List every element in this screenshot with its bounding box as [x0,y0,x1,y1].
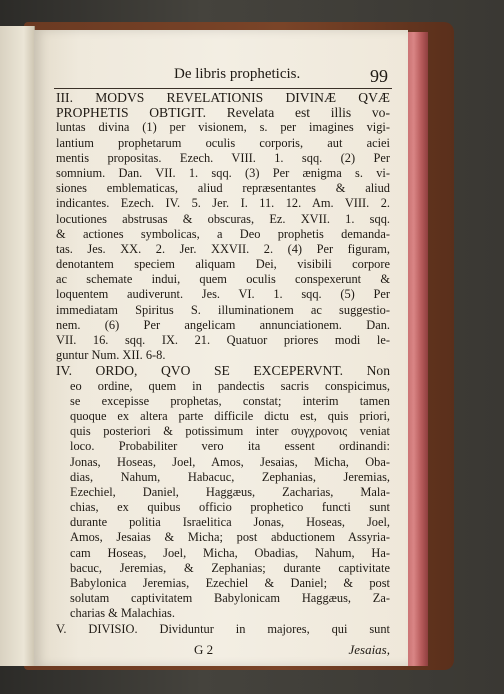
text-line: chias, ex quibus officio prophetico functi sunt [70,500,390,515]
text-line: somnium. Dan. VII. 1. sqq. (3) Per ænigma s. vi- [56,165,390,180]
facing-page-edge [0,26,35,666]
page-footer [34,642,408,660]
text-line: Jonas, Hoseas, Joel, Amos, Jesaias, Micha, Oba- [70,454,390,469]
text-line: VII. 16. sqq. IX. 21. Quatuor priores modi le- [56,333,390,347]
text-line: eo ordine, quem in pandectis sacris conspicimus, [70,378,390,393]
page-number: 99 [370,66,388,86]
text-line: Babylonica Jeremias, Ezechiel & Daniel; & post [70,576,390,590]
text-line: siones emblematicas, aliud repræsentantes & aliud [56,181,390,196]
text-line: durante politia Israelitica Jonas, Hoseas, Joel, [70,515,390,530]
text-line: guntur Num. XII. 6-8. [56,348,166,363]
text-line: PROPHETIS OBTIGIT. Revelata est illis vo- [56,105,390,121]
text-line: tas. Jes. XX. 2. Jer. XXVII. 2. (4) Per figuram, [56,241,390,256]
red-page-edges [406,32,428,666]
text-line: mentis propositas. Ezech. VIII. 1. sqq. (2) Per [56,150,390,165]
text-line: cam Hoseas, Joel, Micha, Obadias, Nahum, Ha- [70,545,390,560]
text-line: dias, Nahum, Habacuc, Zephanias, Jeremias, [70,469,390,484]
signature-mark: G 2 [194,642,214,657]
text-line: quis posteriori & potissimum inter συγχρονοις veniat [70,424,390,439]
text-line: indicantes. Ezech. IV. 5. Jer. I. 11. 12. Am. VIII. 2. [56,196,390,211]
text-line: & actiones symbolicas, a Deo prophetis demanda- [56,226,390,241]
text-line: Amos, Jesaias & Micha; post abductionem Assyria- [70,530,390,545]
text-line: V. DIVISIO. Dividuntur in majores, qui sunt [56,621,390,636]
text-line: loco. Probabiliter vero ita essent ordinandi: [70,439,390,454]
text-line: denotantem speciem aliquam Dei, visibili corpore [56,257,390,272]
text-line: bacuc, Jeremias, & Zephanias; durante captivitate [70,560,390,575]
text-line: se excepisse prophetas, constat; interim tamen [70,393,390,408]
text-line: locutiones abstrusas & obscuras, Ez. XVII. 1. sqq. [56,211,390,226]
text-line: nem. (6) Per angelicam annunciationem. Dan. [56,317,390,332]
text-line: luntas divina (1) per visionem, s. per imagines vigi- [56,120,390,135]
text-line: ac schemate indui, quem oculis conspexerunt & [56,272,390,287]
text-line: quoque ex altera parte difficile dictu est, quis priori, [70,408,390,423]
text-line: charias & Malachias. [70,606,175,621]
text-line: solutam captivitatem Babylonicam Haggæus, Za- [70,591,390,606]
text-line: III. MODVS REVELATIONIS DIVINÆ QVÆ [56,90,390,105]
text-line: Ezechiel, Daniel, Haggæus, Zacharias, Mala- [70,484,390,499]
text-line: loquentem audiverunt. Jes. VI. 1. sqq. (5) Per [56,287,390,302]
text-line: immediatam Spiritus S. illuminationem ac suggestio- [56,302,390,317]
running-head [138,66,388,88]
body-text [56,90,390,637]
text-line: lantium prophetarum oculis corporis, aut aciei [56,135,390,150]
book-page [34,30,408,666]
catchword: Jesaias, [348,642,390,657]
running-title: De libris propheticis. [174,66,301,82]
text-line: IV. ORDO, QVO SE EXCEPERVNT. Non [56,363,390,379]
head-rule [54,88,392,89]
